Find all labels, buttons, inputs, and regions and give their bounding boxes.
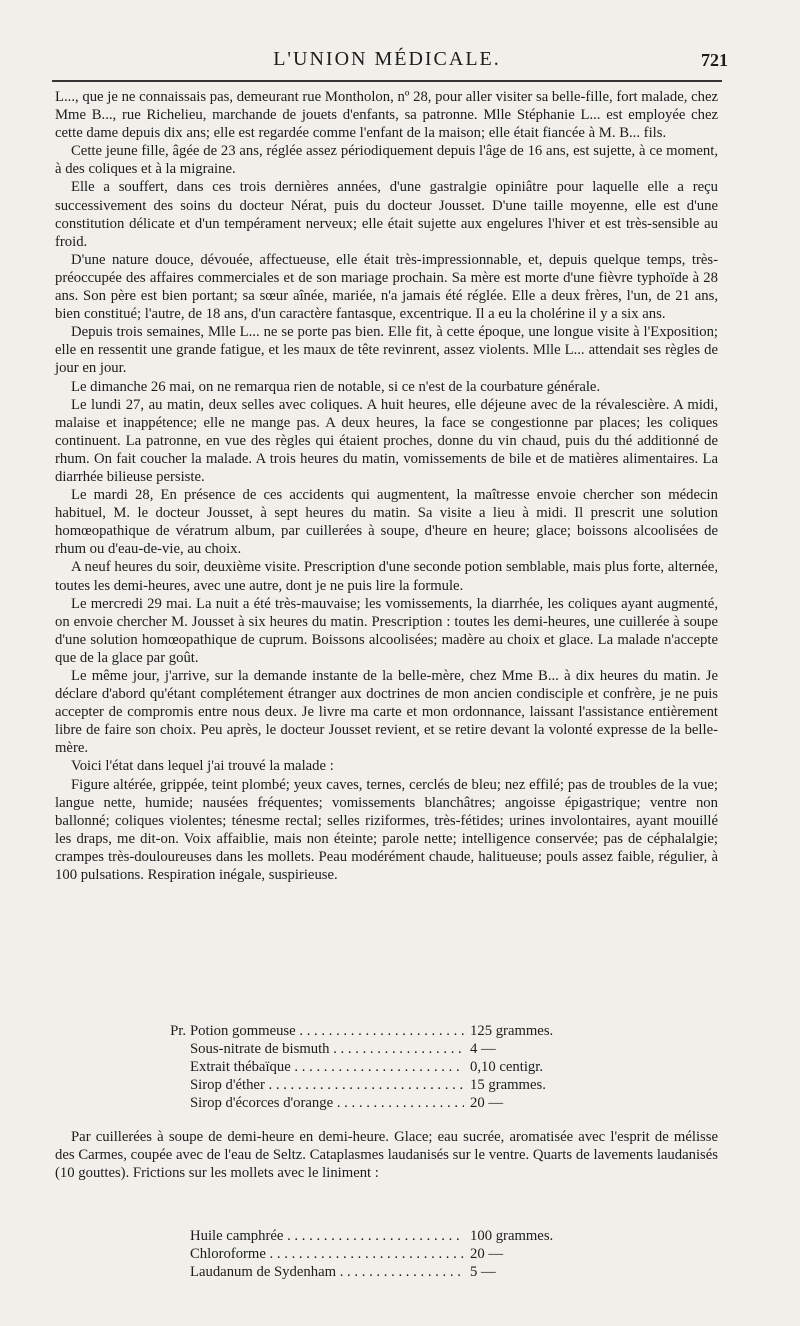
prescription-prefix bbox=[150, 1227, 190, 1245]
paragraph: Figure altérée, grippée, teint plombé; yeux caves, ternes, cerclés de bleu; nez effilé; pas de troubles de la vue; langue nette, humide; nausées fréquentes; vomissements blanchâtres; angoisse épigastrique; ventre non ballonné; coliques violentes; ténesme rectal; selles riziformes, très-fétides; urines involontaires, ayant mouillé les draps, me dit-on. Voix affaiblie, mais non éteinte; parole nette; intelligence conservée; pas de céphalalgie; crampes très-douloureuses dans les mollets. Peau modérément chaude, halitueuse; pouls assez faible, régulier, à 100 pulsations. Respiration inégale, suspirieuse. bbox=[55, 776, 718, 884]
ingredient-quantity: 125 grammes. bbox=[464, 1022, 590, 1040]
ingredient-name: Sirop d'écorces d'orange . . . bbox=[190, 1094, 464, 1112]
paragraph: Depuis trois semaines, Mlle L... ne se porte pas bien. Elle fit, à cette époque, une longue visite à l'Exposition; elle en ressentit une grande fatigue, et les maux de tête revinrent, assez violents. Mlle L... attendait ses règles de jour en jour. bbox=[55, 324, 718, 377]
prescription-prefix bbox=[150, 1040, 190, 1058]
prescription-line bbox=[150, 1227, 590, 1245]
ingredient-name: Potion gommeuse . . . bbox=[190, 1022, 464, 1040]
running-title: L'UNION MÉDICALE. bbox=[273, 48, 501, 70]
body-text-after-prescription bbox=[55, 1128, 718, 1182]
paragraph: A neuf heures du soir, deuxième visite. Prescription d'une seconde potion semblable, mais plus forte, alternée, toutes les demi-heures, avec une autre, dont je ne puis lire la formule. bbox=[55, 559, 718, 594]
ingredient-quantity: 100 grammes. bbox=[464, 1227, 590, 1245]
ingredient-quantity: 20 — bbox=[464, 1094, 590, 1112]
body-text bbox=[55, 88, 718, 884]
prescription-1 bbox=[150, 1022, 590, 1112]
prescription-line bbox=[150, 1076, 590, 1094]
prescription-prefix bbox=[150, 1245, 190, 1263]
paragraph: Par cuillerées à soupe de demi-heure en demi-heure. Glace; eau sucrée, aromatisée avec l'esprit de mélisse des Carmes, coupée avec de l'eau de Seltz. Cataplasmes laudanisés sur le ventre. Quarts de lavements laudanisés (10 gouttes). Frictions sur les mollets avec le liniment : bbox=[55, 1129, 718, 1182]
ingredient-name: Laudanum de Sydenham . . . bbox=[190, 1263, 464, 1281]
header-rule bbox=[52, 80, 722, 82]
ingredient-name: Extrait thébaïque . . . bbox=[190, 1058, 464, 1076]
paragraph: Le même jour, j'arrive, sur la demande instante de la belle-mère, chez Mme B... à dix heures du matin. Je déclare d'abord qu'étant complétement étranger aux doctrines de mon ancien condisciple et confrère, je ne puis accepter de compromis entre nous deux. Je livre ma carte et mon ordonnance, laissant l'assistance entièrement libre de faire son choix. Peu après, le docteur Jousset revient, et se retire devant la volonté expresse de la belle-mère. bbox=[55, 668, 718, 757]
paragraph: Voici l'état dans lequel j'ai trouvé la malade : bbox=[71, 758, 334, 775]
prescription-line bbox=[150, 1245, 590, 1263]
ingredient-quantity: 5 — bbox=[464, 1263, 590, 1281]
ingredient-quantity: 20 — bbox=[464, 1245, 590, 1263]
prescription-prefix bbox=[150, 1263, 190, 1281]
prescription-line bbox=[150, 1263, 590, 1281]
ingredient-name: Sirop d'éther . . . bbox=[190, 1076, 464, 1094]
paragraph: Le dimanche 26 mai, on ne remarqua rien de notable, si ce n'est de la courbature générale. bbox=[71, 378, 601, 395]
prescription-line bbox=[150, 1022, 590, 1040]
paragraph: Le mardi 28, En présence de ces accidents qui augmentent, la maîtresse envoie chercher son médecin habituel, M. le docteur Jousset, à sept heures du matin. Sa visite a lieu à midi. Il prescrit une solution homœopathique de vératrum album, par cuillerées à soupe, d'heure en heure; glace; boissons alcoolisées de rhum ou d'eau-de-vie, au choix. bbox=[55, 487, 718, 558]
paragraph: Elle a souffert, dans ces trois dernières années, d'une gastralgie opiniâtre pour laquelle elle a reçu successivement des soins du docteur Nérat, puis du docteur Jousset. D'une taille moyenne, elle est d'une constitution délicate et d'un tempérament nerveux; elle était sujette aux engelures l'hiver et est très-sensible au froid. bbox=[55, 179, 718, 250]
ingredient-name: Huile camphrée . . . bbox=[190, 1227, 464, 1245]
page-header bbox=[52, 44, 728, 76]
prescription-prefix bbox=[150, 1094, 190, 1112]
prescription-line bbox=[150, 1058, 590, 1076]
paragraph: Cette jeune fille, âgée de 23 ans, réglée assez périodiquement depuis l'âge de 16 ans, est sujette, à ce moment, à des coliques et à la migraine. bbox=[55, 143, 718, 178]
paragraph: Le lundi 27, au matin, deux selles avec coliques. A huit heures, elle déjeune avec de la révalescière. A midi, malaise et inappétence; elle ne mange pas. A deux heures, la face se congestionne par places; les coliques continuent. La patronne, en vue des règles qui étaient proches, donne du vin chaud, puis du thé additionné de rhum. On fait coucher la malade. A trois heures du matin, vomissements de bile et de matières alimentaires. La diarrhée bilieuse persiste. bbox=[55, 396, 718, 485]
ingredient-name: Chloroforme . . . bbox=[190, 1245, 464, 1263]
ingredient-quantity: 15 grammes. bbox=[464, 1076, 590, 1094]
ingredient-name: Sous-nitrate de bismuth . . . bbox=[190, 1040, 464, 1058]
prescription-2 bbox=[150, 1227, 590, 1281]
prescription-prefix bbox=[150, 1058, 190, 1076]
prescription-prefix: Pr. bbox=[170, 1023, 186, 1039]
paragraph: L..., que je ne connaissais pas, demeurant rue Montholon, nº 28, pour aller visiter sa belle-fille, fort malade, chez Mme B..., rue Richelieu, marchande de jouets d'enfants, sa patronne. Mlle Stéphanie L... est employée chez cette dame depuis dix ans; elle est regardée comme l'enfant de la maison; elle était fiancée à M. B... fils. bbox=[55, 89, 718, 142]
ingredient-quantity: 4 — bbox=[464, 1040, 590, 1058]
paragraph: D'une nature douce, dévouée, affectueuse, elle était très-impressionnable, et, depuis quelque temps, très-préoccupée des affaires commerciales et de son mariage prochain. Sa mère est morte d'une fièvre typhoïde à 28 ans. Son père est bien portant; sa sœur aînée, mariée, n'a jamais été réglée. Elle a deux frères, l'un, de 21 ans, bien constitué; l'autre, de 18 ans, d'un caractère fantasque, excentrique. Il a eu la cholérine il y a six ans. bbox=[55, 251, 718, 323]
ingredient-quantity: 0,10 centigr. bbox=[464, 1058, 590, 1076]
prescription-line bbox=[150, 1040, 590, 1058]
prescription-prefix bbox=[150, 1076, 190, 1094]
prescription-line bbox=[150, 1094, 590, 1112]
page-number: 721 bbox=[701, 50, 728, 70]
paragraph: Le mercredi 29 mai. La nuit a été très-mauvaise; les vomissements, la diarrhée, les coliques ayant augmenté, on envoie chercher M. Jousset à six heures du matin. Prescription : toutes les demi-heures, une cuillerée à soupe d'une solution homœopathique de cuprum. Boissons alcoolisées; madère au choix et glace. La malade n'accepte que de la glace par goût. bbox=[55, 595, 718, 666]
